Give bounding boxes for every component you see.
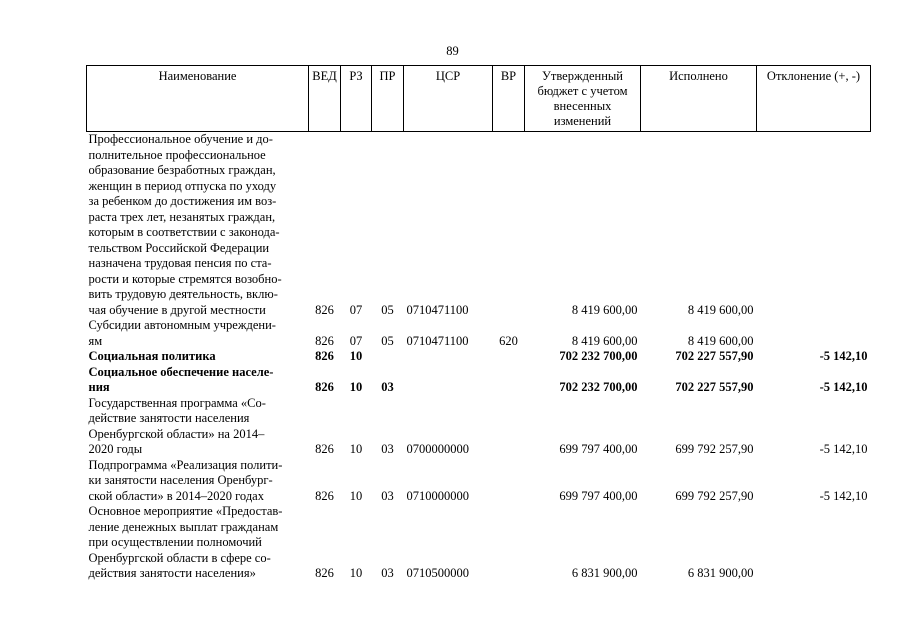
name-line: Субсидии автономным учреждени- [88,318,276,332]
header-csr: ЦСР [404,66,493,132]
cell-name [87,349,309,365]
cell-rz: 10 [349,566,363,580]
cell-deviation: -5 142,10 [819,380,868,394]
cell-executed: 699 792 257,90 [675,442,754,456]
name-line: при осуществлении полномочий [88,535,262,549]
header-executed: Исполнено [641,66,757,132]
name-line: за ребенком до достижения им воз- [88,194,277,208]
cell-deviation: -5 142,10 [819,442,868,456]
cell-csr [404,349,493,365]
cell-csr: 0710471100 [406,333,469,348]
cell-csr: 0710500000 [406,566,469,580]
table-body [87,132,871,582]
table-row [87,396,871,458]
table-row [87,504,871,582]
table-row [87,365,871,396]
cell-executed: 702 227 557,90 [675,349,754,363]
table-row [87,349,871,365]
cell-name [87,396,309,458]
cell-csr: 0710000000 [406,488,469,503]
cell-rz: 07 [349,333,363,348]
name-line: тельством Российской Федерации [88,240,270,255]
cell-pr: 03 [381,380,394,394]
cell-vr [493,365,525,396]
cell-rz: 10 [349,488,363,503]
cell-executed: 8 419 600,00 [687,302,754,317]
cell-approved: 702 232 700,00 [559,349,638,363]
name-line: Оренбургской области в сфере со- [88,550,271,565]
cell-vr [493,132,525,319]
cell-vr: 620 [499,333,518,348]
cell-csr [404,365,493,396]
name-line: Государственная программа «Со- [88,395,266,410]
cell-deviation [757,318,871,349]
name-line: рости и которые стремятся возобно- [88,271,282,286]
cell-deviation [757,504,871,582]
name-line: Социальное обеспечение населе- [88,364,274,379]
cell-pr: 03 [381,566,394,580]
cell-approved: 6 831 900,00 [571,566,638,580]
cell-ved: 826 [315,380,334,394]
cell-vr [493,504,525,582]
name-line: Подпрограмма «Реализация полити- [88,457,283,472]
cell-pr: 05 [381,333,394,348]
cell-ved: 826 [315,302,334,317]
cell-csr: 0710471100 [406,302,469,317]
name-line: 2020 годы [88,442,143,456]
cell-approved: 8 419 600,00 [571,302,638,317]
cell-vr [493,458,525,505]
name-line: которым в соответствии с законода- [88,225,280,239]
header-name: Наименование [87,66,309,132]
cell-ved: 826 [315,442,334,456]
header-rz: РЗ [341,66,372,132]
cell-deviation: -5 142,10 [819,488,868,503]
cell-vr [493,396,525,458]
table-row [87,132,871,319]
cell-name [87,504,309,582]
name-line: ление денежных выплат гражданам [88,519,279,534]
table-row [87,458,871,505]
header-approved: Утвержденный бюджет с учетом внесенных изменений [525,66,641,132]
cell-approved: 699 797 400,00 [559,488,638,503]
cell-ved: 826 [315,333,334,348]
cell-ved: 826 [315,566,334,580]
cell-executed: 6 831 900,00 [687,566,754,580]
name-line: ния [88,380,110,394]
cell-name [87,132,309,319]
cell-executed: 8 419 600,00 [687,333,754,348]
cell-approved: 699 797 400,00 [559,442,638,456]
name-line: женщин в период отпуска по уходу [88,178,277,193]
name-line: образование безработных граждан, [88,163,276,177]
cell-vr [493,349,525,365]
name-line: Профессиональное обучение и до- [88,132,273,146]
name-line: Основное мероприятие «Предостав- [88,504,283,518]
name-line: чая обучение в другой местности [88,302,266,317]
name-line: Социальная политика [88,349,216,363]
header-pr: ПР [372,66,404,132]
cell-pr: 05 [381,302,394,317]
name-line: действие занятости населения [88,411,250,425]
budget-table [86,65,871,582]
name-line: Оренбургской области» на 2014– [88,426,265,441]
cell-ved: 826 [315,488,334,503]
cell-name [87,318,309,349]
header-deviation: Отклонение (+, -) [757,66,871,132]
header-ved: ВЕД [309,66,341,132]
page-number: 89 [446,44,459,58]
name-line: полнительное профессиональное [88,147,266,162]
cell-name [87,365,309,396]
name-line: ям [88,333,103,348]
name-line: действия занятости населения» [88,566,256,580]
cell-deviation [757,132,871,319]
name-line: ской области» в 2014–2020 годах [88,488,264,503]
cell-executed: 699 792 257,90 [675,488,754,503]
table-header-row [87,66,871,132]
cell-name [87,458,309,505]
cell-rz: 07 [349,302,363,317]
cell-pr: 03 [381,488,394,503]
name-line: назначена трудовая пенсия по ста- [88,256,272,270]
cell-executed: 702 227 557,90 [675,380,754,394]
name-line: ки занятости населения Оренбург- [88,473,273,487]
name-line: раста трех лет, незанятых граждан, [88,209,276,224]
cell-rz: 10 [349,442,363,456]
cell-rz: 10 [349,349,363,363]
name-line: вить трудовую деятельность, вклю- [88,287,278,301]
cell-rz: 10 [349,380,363,394]
cell-approved: 702 232 700,00 [559,380,638,394]
cell-ved: 826 [315,349,334,363]
cell-deviation: -5 142,10 [819,349,868,363]
table-row [87,318,871,349]
cell-csr: 0700000000 [406,442,469,456]
header-vr: ВР [493,66,525,132]
cell-approved: 8 419 600,00 [571,333,638,348]
cell-pr: 03 [381,442,394,456]
cell-pr [372,349,404,365]
